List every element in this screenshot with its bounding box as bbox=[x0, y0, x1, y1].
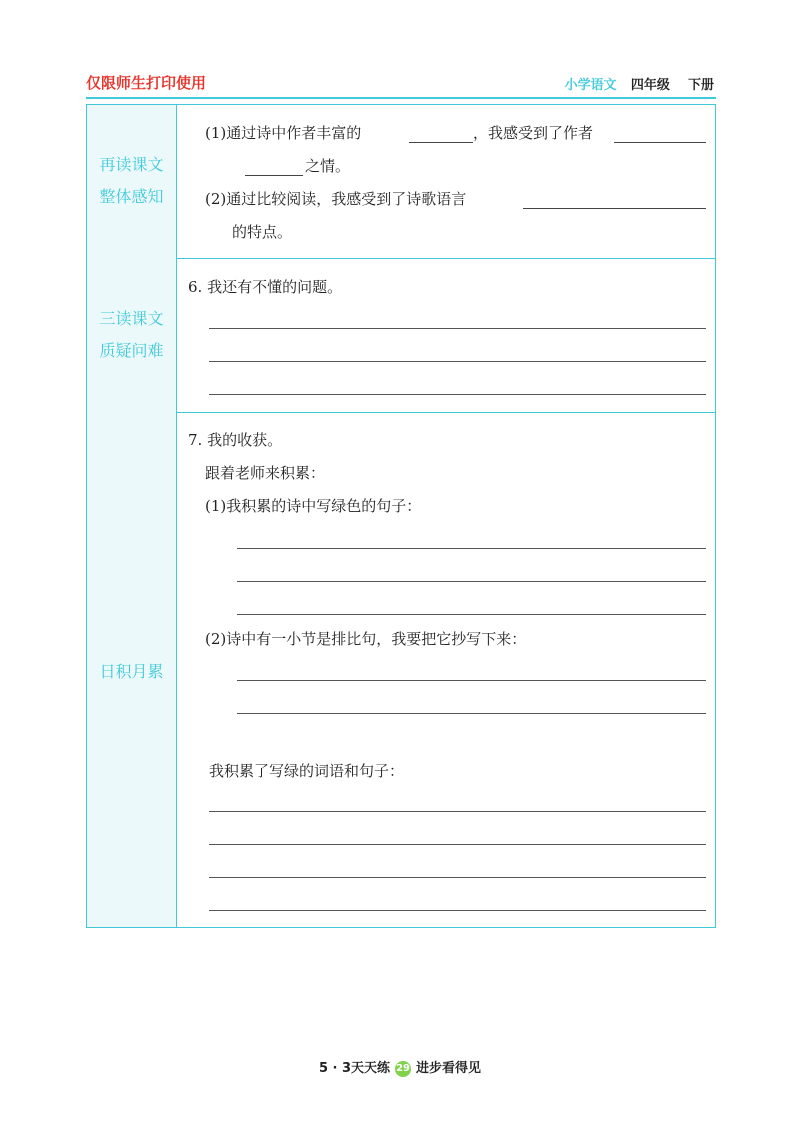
footer-brand: 5 · 3天天练 bbox=[318, 1061, 391, 1076]
header-rule bbox=[86, 97, 716, 99]
sub-question-2: (2)诗中有一小节是排比句，我要把它抄写下来： bbox=[205, 630, 527, 648]
answer-line[interactable] bbox=[209, 328, 706, 329]
worksheet-table bbox=[86, 104, 716, 928]
section-label-cell bbox=[87, 412, 177, 927]
section-label: 日积月累 bbox=[99, 662, 164, 681]
section-label: 质疑问难 bbox=[99, 341, 164, 360]
section-label-cell bbox=[87, 258, 177, 412]
sub-question-3: 我积累了写绿的词语和句子： bbox=[209, 762, 405, 780]
row-divider bbox=[87, 412, 715, 413]
book-info bbox=[565, 74, 714, 93]
row-divider bbox=[87, 258, 715, 259]
q1-text-mid: ，我感受到了作者 bbox=[473, 124, 594, 142]
answer-line[interactable] bbox=[237, 548, 706, 549]
q2-text: (2)通过比较阅读，我感受到了诗歌语言 bbox=[205, 190, 467, 208]
intro-text: 跟着老师来积累： bbox=[205, 464, 326, 482]
answer-line[interactable] bbox=[209, 844, 706, 845]
answer-line[interactable] bbox=[237, 713, 706, 714]
answer-line[interactable] bbox=[209, 361, 706, 362]
q2-text-end: 的特点。 bbox=[232, 223, 293, 241]
section-label: 再读课文 bbox=[99, 155, 164, 174]
footer-slogan: 进步看得见 bbox=[416, 1061, 482, 1076]
sub-question-1: (1)我积累的诗中写绿色的句子： bbox=[205, 497, 422, 515]
answer-line[interactable] bbox=[237, 680, 706, 681]
question-6: 6. 我还有不懂的问题。 bbox=[188, 278, 343, 296]
fill-blank[interactable] bbox=[614, 142, 706, 143]
section-label: 三读课文 bbox=[99, 309, 164, 328]
fill-blank[interactable] bbox=[245, 175, 303, 176]
section-label-cell bbox=[87, 105, 177, 258]
answer-line[interactable] bbox=[209, 877, 706, 878]
q1-text: (1)通过诗中作者丰富的 bbox=[205, 124, 362, 142]
answer-line[interactable] bbox=[209, 394, 706, 395]
answer-line[interactable] bbox=[237, 614, 706, 615]
q1-text-end: 之情。 bbox=[305, 157, 351, 175]
section-label: 整体感知 bbox=[99, 187, 164, 206]
fill-blank[interactable] bbox=[523, 208, 706, 209]
page-footer bbox=[0, 1057, 800, 1077]
subject-label: 小学语文 bbox=[564, 78, 617, 93]
volume-label: 下册 bbox=[687, 78, 714, 93]
answer-line[interactable] bbox=[209, 910, 706, 911]
grade-label: 四年级 bbox=[630, 78, 670, 93]
question-7: 7. 我的收获。 bbox=[188, 431, 283, 449]
fill-blank[interactable] bbox=[409, 142, 473, 143]
answer-line[interactable] bbox=[237, 581, 706, 582]
page-number: 29 bbox=[395, 1061, 411, 1077]
answer-line[interactable] bbox=[209, 811, 706, 812]
print-notice: 仅限师生打印使用 bbox=[86, 74, 207, 92]
